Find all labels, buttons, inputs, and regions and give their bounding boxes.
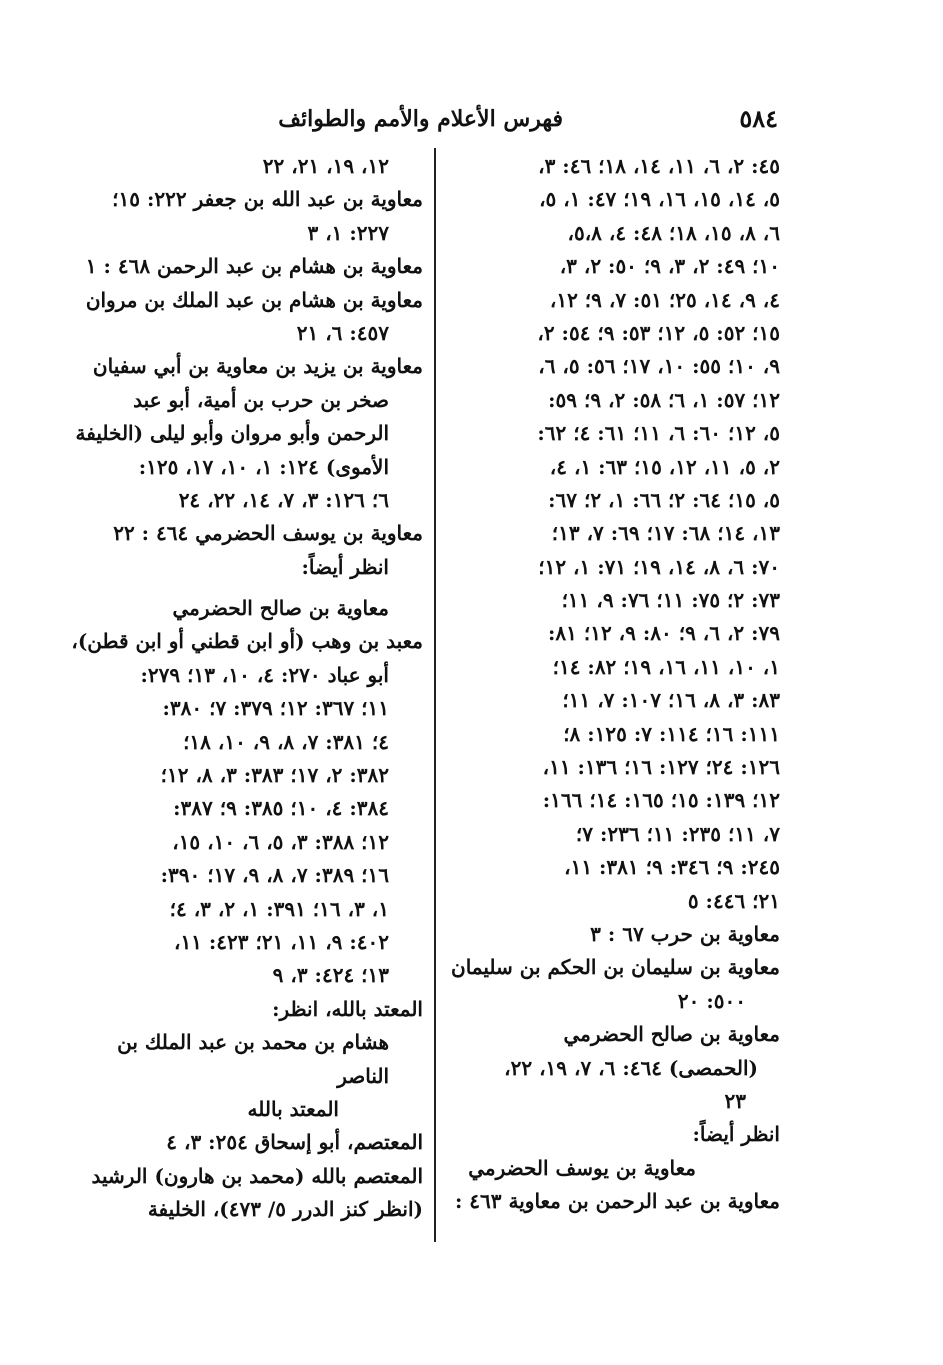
index-line: ١٠؛ ٤٩: ٢، ٣، ٩؛ ٥٠: ٢، ٣، <box>559 254 780 279</box>
index-line: ١٢؛ ٣٨٨: ٣، ٥، ٦، ١٠، ١٥، <box>172 829 389 854</box>
column-divider <box>434 148 436 1242</box>
index-line: صخر بن حرب بن أمية، أبو عبد <box>133 387 389 412</box>
index-line: ٢٣ <box>724 1088 746 1113</box>
index-line: ٥٠٠: ٢٠ <box>677 988 746 1013</box>
index-line: ١، ١٠، ١١، ١٦، ١٩؛ ٨٢: ١٤؛ <box>552 654 780 679</box>
index-line: ١٢؛ ٥٧: ١، ٦؛ ٥٨: ٢، ٩؛ ٥٩: <box>548 387 780 412</box>
index-line: هشام بن محمد بن عبد الملك بن <box>117 1030 389 1055</box>
index-line: انظر أيضاً: <box>301 554 389 579</box>
index-line: المعتد بالله <box>247 1096 339 1121</box>
index-line: (الحمصى) ٤٦٤: ٦، ٧، ١٩، ٢٢، <box>504 1055 758 1080</box>
index-line: الرحمن وأبو مروان وأبو ليلى (الخليفة <box>75 421 389 446</box>
index-line: ٧٩: ٢، ٦، ٩؛ ٨٠: ٩، ١٢؛ ٨١: <box>548 621 780 646</box>
page-number: ٥٨٤ <box>739 104 778 133</box>
index-line: ٦، ٨، ١٥، ١٨؛ ٤٨: ٤، ٥،٨، <box>567 220 780 245</box>
index-line: المعتصم بالله (محمد بن هارون) الرشيد <box>91 1163 423 1188</box>
index-line: ٣٨٤: ٤، ١٠؛ ٣٨٥: ٩؛ ٣٨٧: <box>173 796 389 821</box>
index-line: انظر أيضاً: <box>692 1122 780 1147</box>
index-line: ٧٣: ٢؛ ٧٥: ١١؛ ٧٦: ٩، ١١؛ <box>561 588 780 613</box>
index-line: معاوية بن يوسف الحضرمي <box>468 1155 696 1180</box>
index-line: معاوية بن هشام بن عبد الرحمن ٤٦٨ : ١ <box>85 254 423 279</box>
index-line: ٧، ١١؛ ٢٣٥: ١١؛ ٢٣٦: ٧؛ <box>575 821 780 846</box>
index-line: ١٢؛ ١٣٩: ١٥؛ ١٦٥: ١٤؛ ١٦٦: <box>542 788 780 813</box>
index-line: معاوية بن صالح الحضرمي <box>563 1022 780 1047</box>
index-line: ٤؛ ٣٨١: ٧، ٨، ٩، ١٠، ١٨؛ <box>183 729 389 754</box>
index-line: المعتد بالله، انظر: <box>272 996 423 1021</box>
index-line: ١٢٦: ٢٤؛ ١٢٧: ١٦؛ ١٣٦: ١١، <box>542 755 780 780</box>
index-line: ١٥؛ ٥٢: ٥، ١٢؛ ٥٣: ٩؛ ٥٤: ٢، <box>537 320 780 345</box>
index-line: معاوية بن عبد الرحمن بن معاوية ٤٦٣ : <box>454 1189 780 1214</box>
index-line: ٢، ٥، ١١، ١٢، ١٥؛ ٦٣: ١، ٤، <box>549 454 780 479</box>
index-line: معاوية بن هشام بن عبد الملك بن مروان <box>85 287 423 312</box>
index-line: ٨٣: ٣، ٨، ١٦؛ ١٠٧: ٧، ١١؛ <box>562 688 780 713</box>
index-line: ١٢، ١٩، ٢١، ٢٢ <box>262 154 389 178</box>
index-line: ٤٥: ٢، ٦، ١١، ١٤، ١٨؛ ٤٦: ٣، <box>538 154 780 178</box>
index-line: ٥، ١٤، ١٥، ١٦، ١٩؛ ٤٧: ١، ٥، <box>539 187 780 212</box>
index-line: (انظر كنز الدرر ٥/ ٤٧٣)، الخليفة <box>147 1197 423 1222</box>
index-column-right <box>450 150 780 1219</box>
index-line: معاوية بن يوسف الحضرمي ٤٦٤ : ٢٢ <box>113 521 423 546</box>
index-line: الناصر <box>337 1063 389 1088</box>
index-line: معبد بن وهب (أو ابن قطني أو ابن قطن)، <box>71 629 423 654</box>
index-line: ٤٥٧: ٦، ٢١ <box>296 320 389 345</box>
index-column-left <box>71 150 423 1227</box>
index-line: الأموى) ١٢٤: ١، ١٠، ١٧، ١٢٥: <box>138 454 389 479</box>
index-line: ٢٢٧: ١، ٣ <box>307 220 389 245</box>
index-line: ٥، ١٢؛ ٦٠: ٦، ١١؛ ٦١: ٤؛ ٦٢: <box>537 421 780 446</box>
index-line: ١٦؛ ٣٨٩: ٧، ٨، ٩، ١٧؛ ٣٩٠: <box>160 863 389 888</box>
index-line: معاوية بن سليمان بن الحكم بن سليمان <box>451 955 780 980</box>
page-header <box>278 104 778 144</box>
index-line: ٣٨٢: ٢، ١٧؛ ٣٨٣: ٣، ٨، ١٢؛ <box>160 763 389 788</box>
index-line: المعتصم، أبو إسحاق ٢٥٤: ٣، ٤ <box>166 1130 423 1155</box>
index-line: معاوية بن يزيد بن معاوية بن أبي سفيان <box>92 354 423 379</box>
index-line: ٤، ٩، ١٤، ٢٥؛ ٥١: ٧، ٩؛ ١٢، <box>549 287 780 312</box>
index-line: أبو عباد ٢٧٠: ٤، ١٠، ١٣؛ ٢٧٩: <box>140 662 389 687</box>
index-line: ١٣؛ ٤٢٤: ٣، ٩ <box>272 963 389 988</box>
index-line: ١١؛ ٣٦٧: ١٢؛ ٣٧٩: ٧؛ ٣٨٠: <box>162 696 389 721</box>
index-line: ٤٠٢: ٩، ١١، ٢١؛ ٤٢٣: ١١، <box>173 929 389 954</box>
index-line: ١، ٣، ١٦؛ ٣٩١: ١، ٢، ٣، ٤؛ <box>169 896 389 921</box>
index-line: ٩، ١٠؛ ٥٥: ١٠، ١٧؛ ٥٦: ٥، ٦، <box>538 354 780 379</box>
running-title: فهرس الأعلام والأمم والطوائف <box>278 106 563 132</box>
index-line: ٢٤٥: ٩؛ ٣٤٦: ٩؛ ٣٨١: ١١، <box>564 855 780 880</box>
index-line: ١١١: ١٦؛ ١١٤: ٧: ١٢٥: ٨؛ <box>563 721 780 746</box>
index-line: ٥، ١٥؛ ٦٤: ٢؛ ٦٦: ١، ٢؛ ٦٧: <box>548 487 780 512</box>
index-line: معاوية بن صالح الحضرمي <box>172 596 389 621</box>
index-line: ٢١؛ ٤٤٦: ٥ <box>687 888 780 913</box>
index-line: ١٣، ١٤؛ ٦٨: ١٧؛ ٦٩: ٧، ١٣؛ <box>551 521 780 546</box>
index-line: ٦؛ ١٢٦: ٣، ٧، ١٤، ٢٢، ٢٤ <box>178 487 389 512</box>
index-line: معاوية بن حرب ٦٧ : ٣ <box>590 921 780 946</box>
index-line: ٧٠: ٦، ٨، ١٤، ١٩؛ ٧١: ١، ١٢؛ <box>538 554 780 579</box>
index-line: معاوية بن عبد الله بن جعفر ٢٢٢: ١٥؛ <box>112 187 423 212</box>
